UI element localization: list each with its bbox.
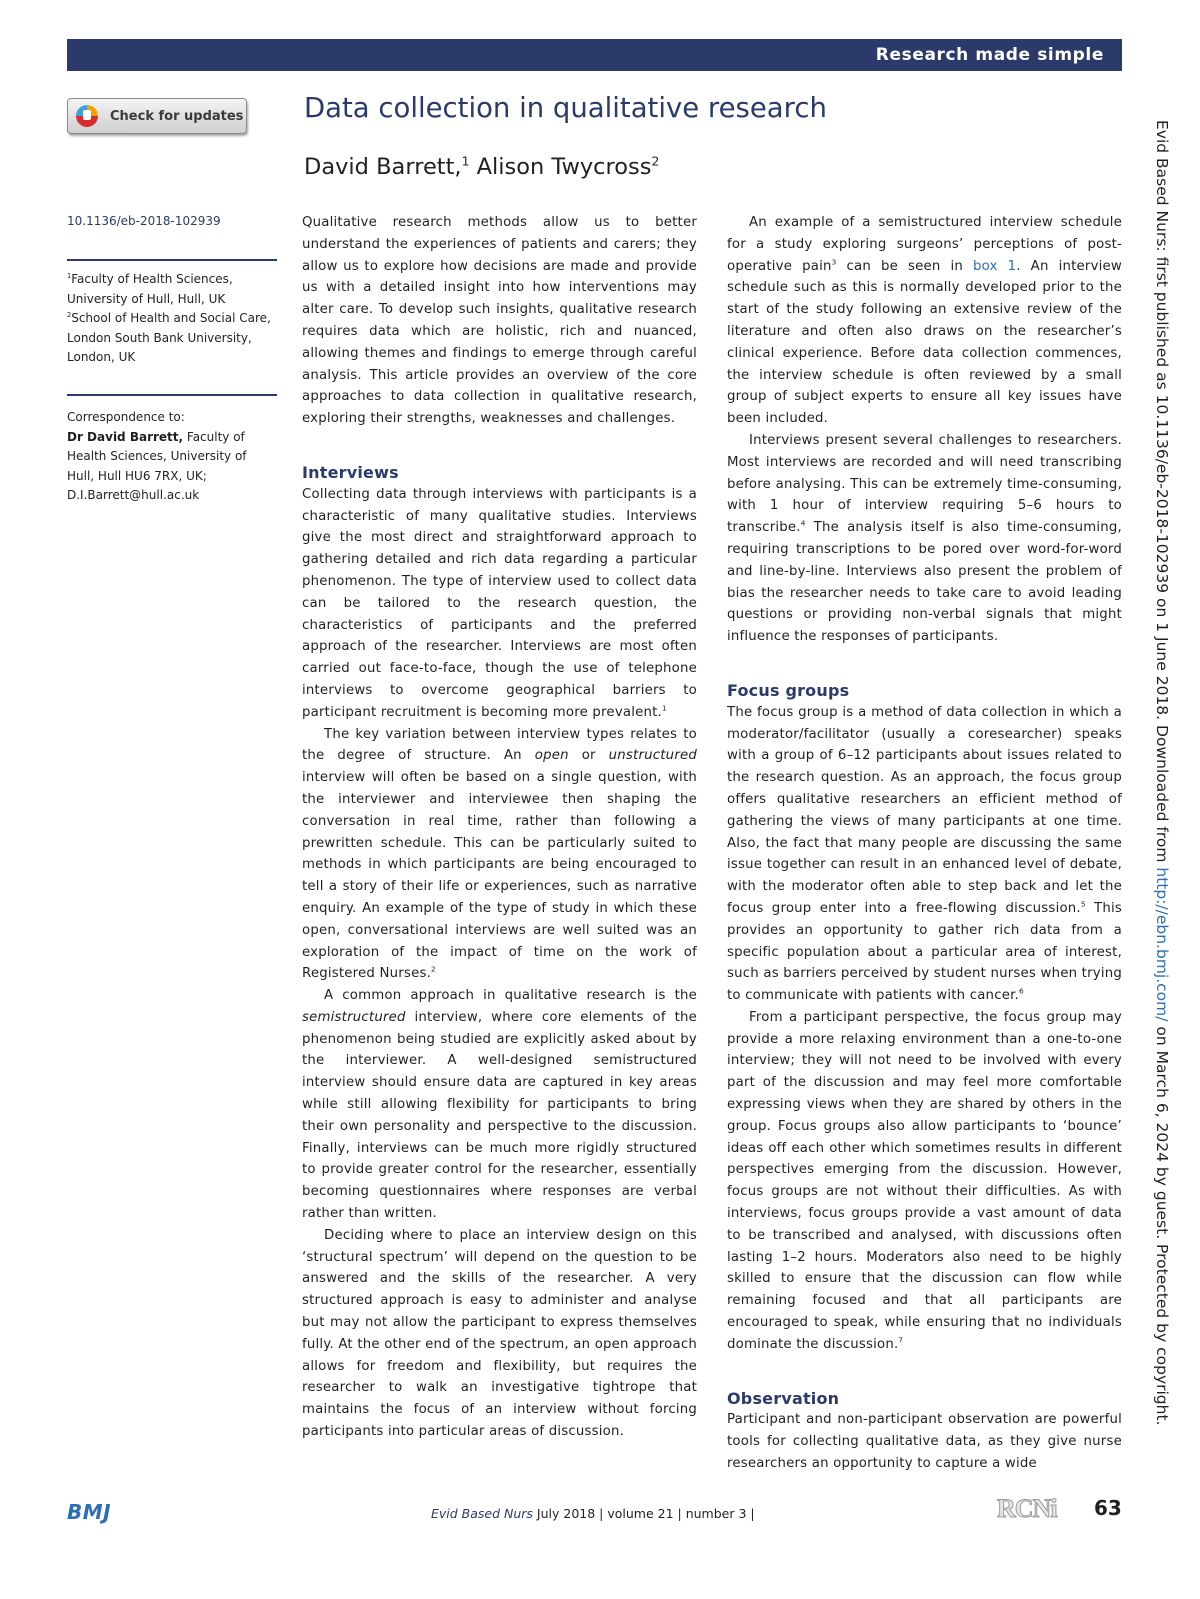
divider xyxy=(67,259,277,261)
intro-paragraph: Qualitative research methods allow us to better understand the experiences of patients and carers; they allow us to explore how decisions are made and provide us with a detailed insight into how interventions may alter care. To develop such insights, qualitative research requires data which are holistic, rich and nuanced, allowing themes and findings to emerge through careful analysis. This article provides an overview of the core approaches to data collection in qualitative research, exploring their strengths, weaknesses and challenges. xyxy=(302,215,697,427)
crossmark-icon xyxy=(76,105,98,127)
heading-observation: Observation xyxy=(727,1388,840,1408)
paragraph-text: An example of a semistructured interview schedule for a study exploring surgeons’ perceptions of post-operative pain xyxy=(727,215,1122,274)
paragraph-text: The key variation between interview types relates to the degree of structure. An xyxy=(302,726,697,764)
paragraph: Participant and non-participant observation are powerful tools for collecting qualitative data, as they give nurse researchers an opportunity to capture a wide xyxy=(727,1412,1122,1472)
correspondence-address: Faculty of Health Sciences, University of Hull, Hull HU6 7RX, UK; D.I.Barrett@hull.ac.uk xyxy=(67,429,247,502)
reference-link[interactable]: 6 xyxy=(1018,986,1024,996)
affiliations xyxy=(67,270,277,368)
paragraph xyxy=(727,430,1122,648)
paragraph xyxy=(302,985,697,1225)
section-label: Research made simple xyxy=(875,45,1104,65)
affiliation-marker: 2 xyxy=(651,154,660,169)
doi-link[interactable]: 10.1136/eb-2018-102939 xyxy=(67,214,221,228)
box-link[interactable]: box 1 xyxy=(972,258,1017,274)
heading-focus-groups: Focus groups xyxy=(727,680,850,700)
paragraph: Deciding where to place an interview design on this ‘structural spectrum’ will depend on the question to be answered and the skills of the researcher. A very structured approach is easy to administer and analyse but may not allow the participant to express themselves fully. At the other end of the spectrum, an open approach allows for freedom and flexibility, but requires the researcher to walk an investigative tightrope that maintains the focus of an interview without forcing participants into particular areas of discussion. xyxy=(302,1227,697,1440)
reference-link[interactable]: 7 xyxy=(898,1335,904,1345)
correspondence-label: Correspondence to: xyxy=(67,410,185,424)
author-list xyxy=(304,154,659,180)
affiliation-marker: 2 xyxy=(67,311,72,319)
paragraph-text: can be seen in xyxy=(836,258,973,274)
paragraph-text: Interviews present several challenges to researchers. Most interviews are recorded and will need transcribing before analysing. This can be extremely time-consuming, with 1 hour of interview requiring 5–6 hours to transcribe. xyxy=(727,432,1122,536)
paragraph-text: . An interview schedule such as this is normally developed prior to the start of the study following an extensive review of the literature and often also draws on the researcher’s clinical experience. Before data collection commences, the interview schedule is often reviewed by a small group of subject experts to ensure all key issues have been included. xyxy=(727,258,1122,427)
emphasis: open xyxy=(534,748,569,764)
reference-link[interactable]: 2 xyxy=(431,964,436,974)
journal-url-link[interactable]: http://ebn.bmj.com/ xyxy=(1153,867,1171,1022)
heading-interviews: Interviews xyxy=(302,462,399,482)
paragraph xyxy=(727,702,1122,1007)
paragraph xyxy=(727,1007,1122,1356)
paragraph xyxy=(727,212,1122,430)
body-column-right xyxy=(727,212,1122,1475)
paragraph-text: interview will often be based on a single question, with the interviewer and interviewee then shaping the conversation in real time, rather than following a prewritten schedule. This can be particularly suited to methods in which participants are being encouraged to tell a story of their life or experiences, such as narrative enquiry. An example of the type of study in which these open, conversational interviews are well suited was an exploration of the impact of time on the work of Registered Nurses. xyxy=(302,770,697,982)
correspondence-name: Dr David Barrett, xyxy=(67,429,184,444)
paragraph-text: interview, where core elements of the phenomenon being studied are explicitly asked about by the interviewer. A well-designed semistructured interview should ensure data are captured in key areas while still allowing flexibility for participants to bring their own personality and perspective to the discussion. Finally, interviews can be much more rigidly structured to provide greater control for the researcher, essentially becoming questionnaires where responses are verbal rather than written. xyxy=(302,1009,697,1222)
rcni-logo: RCNi xyxy=(997,1494,1057,1523)
affiliation-marker: 1 xyxy=(67,272,72,280)
affiliation-text: School of Health and Social Care, London South Bank University, London, UK xyxy=(67,311,271,364)
paragraph-text: or xyxy=(568,748,609,764)
affiliation-1 xyxy=(67,270,277,309)
reference-link[interactable]: 3 xyxy=(831,257,837,267)
affiliation-text: Faculty of Health Sciences, University of Hull, Hull, UK xyxy=(67,272,233,306)
journal-name: Evid Based Nurs xyxy=(431,1506,533,1521)
reference-link[interactable]: 1 xyxy=(661,703,667,713)
emphasis: semistructured xyxy=(302,1009,406,1025)
bmj-logo: BMJ xyxy=(67,1500,112,1524)
copyright-margin-note xyxy=(1153,120,1171,1440)
paragraph-text: This provides an opportunity to gather rich data from a specific population about a particular area of interest, such as barriers perceived by student nurses when trying to communicate with patients with cancer. xyxy=(727,900,1123,1004)
author-name: David Barrett, xyxy=(304,154,462,180)
check-for-updates-label: Check for updates xyxy=(110,108,244,124)
section-banner xyxy=(67,39,1122,71)
page-number: 63 xyxy=(1094,1496,1122,1520)
margin-text: Evid Based Nurs: first published as 10.1136/eb-2018-102939 on 1 June 2018. Downloaded from xyxy=(1153,120,1171,868)
paragraph xyxy=(302,484,697,724)
correspondence xyxy=(67,408,277,506)
paragraph-text: Collecting data through interviews with participants is a characteristic of many qualitative studies. Interviews give the most direct and straightforward approach to gathering detailed and rich data regarding a particular phenomenon. The type of interview used to collect data can be tailored to the research question, the characteristics of participants and the preferred approach of the researcher. Interviews are most often carried out face-to-face, though the use of telephone interviews to overcome geographical barriers to participant recruitment is becoming more prevalent. xyxy=(302,486,697,720)
paragraph xyxy=(302,724,697,986)
affiliation-2 xyxy=(67,309,277,368)
reference-link[interactable]: 4 xyxy=(800,518,806,528)
paragraph-text: From a participant perspective, the focus group may provide a more relaxing environment than a one-to-one interview; they will not need to be involved with every part of the discussion and may feel more comfortable expressing views when they are shared by others in the group. Focus groups also allow participants to ‘bounce’ ideas off each other which sometimes results in different perspectives emerging from the discussion. However, focus groups are not without their difficulties. As with interviews, focus groups provide a vast amount of data to be transcribed and analysed, with discussions often lasting 1–2 hours. Moderators also need to be highly skilled to ensure that the discussion can flow while remaining focused and that all participants are encouraged to speak, while ensuring that no individuals dominate the discussion. xyxy=(727,1009,1122,1352)
paragraph-text: The focus group is a method of data collection in which a moderator/facilitator (usually a coresearcher) speaks with a group of 6–12 participants about issues related to the research question. As an approach, the focus group offers qualitative researchers an efficient method of gathering the views of many participants at one time. Also, the fact that many people are discussing the same issue together can result in an enhanced level of debate, with the moderator often able to step back and let the focus group enter into a free-flowing discussion. xyxy=(727,704,1122,916)
divider xyxy=(67,394,277,396)
issue-info: July 2018 | volume 21 | number 3 | xyxy=(532,1506,755,1521)
margin-text: on March 6, 2024 by guest. Protected by copyright. xyxy=(1153,1021,1171,1426)
author-name: Alison Twycross xyxy=(476,154,652,180)
paragraph-text: A common approach in qualitative research is the xyxy=(324,988,697,1004)
journal-citation xyxy=(431,1506,755,1521)
emphasis: unstructured xyxy=(608,748,698,764)
article-title: Data collection in qualitative research xyxy=(304,92,827,124)
paragraph-text: The analysis itself is also time-consuming, requiring transcriptions to be pored over word-for-word and line-by-line. Interviews also present the problem of bias the researcher needs to take care to avoid leading questions or providing non-verbal signals that might influence the responses of participants. xyxy=(727,520,1122,645)
check-for-updates-button[interactable] xyxy=(67,98,247,134)
affiliation-marker: 1 xyxy=(461,154,470,169)
correspondence-details xyxy=(67,428,277,506)
reference-link[interactable]: 5 xyxy=(1080,899,1086,909)
body-column-left xyxy=(302,212,697,1443)
